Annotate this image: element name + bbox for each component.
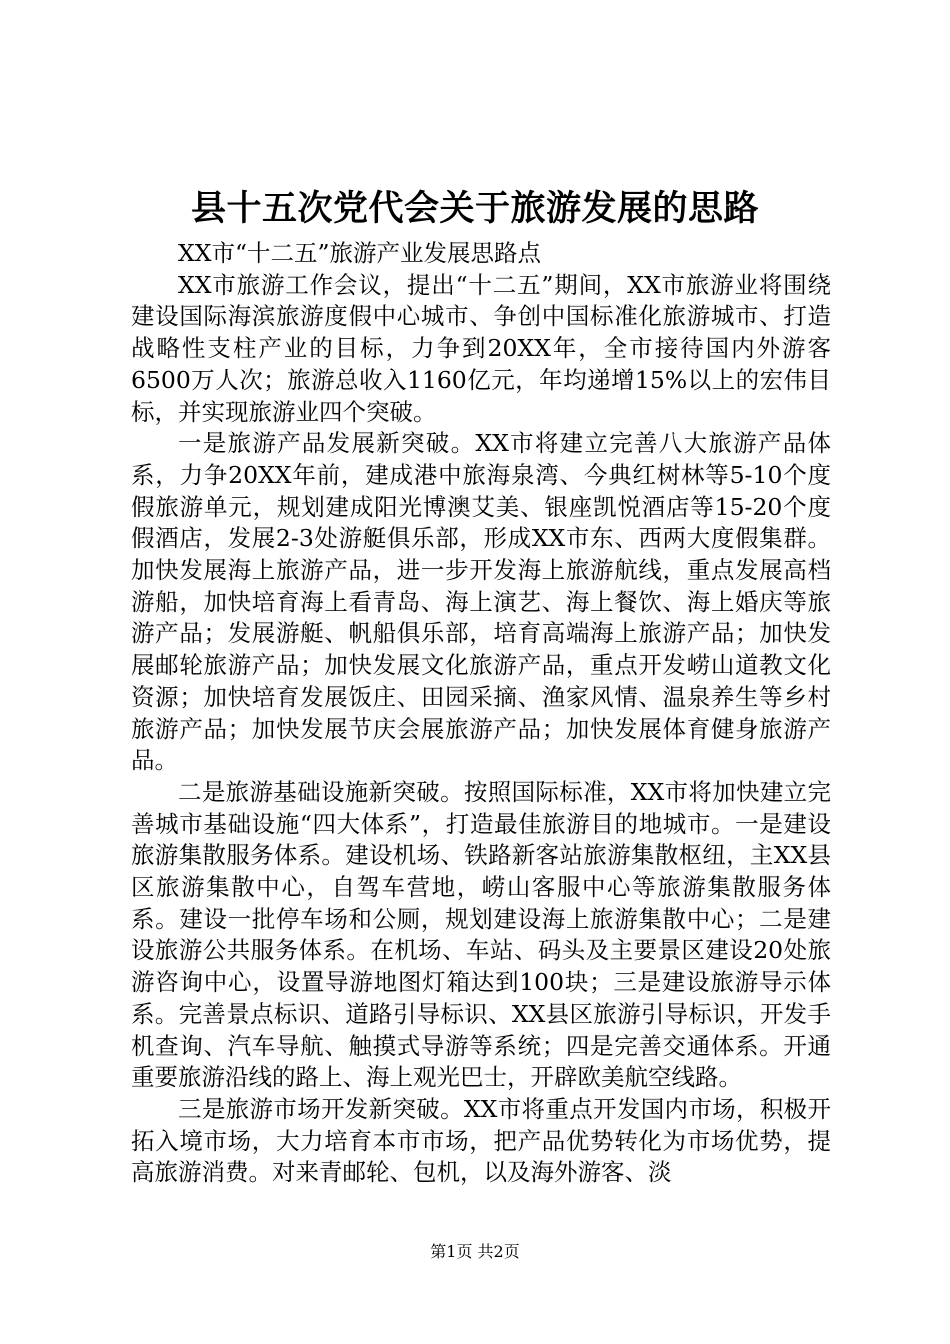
paragraph-infrastructure-breakthrough: 二是旅游基础设施新突破。按照国际标准，XX市将加快建立完善城市基础设施“四大体系”，打造最佳旅游目的地城市。一是建设旅游集散服务体系。建设机场、铁路新客站旅游集散枢纽，主XX县区旅游集散中心，自驾车营地，崂山客服中心等旅游集散服务体系。建设一批停车场和公厕，规划建设海上旅游集散中心；二是建设旅游公共服务体系。在机场、车站、码头及主要景区建设20处旅游咨询中心，设置导游地图灯箱达到100块；三是建设旅游导示体系。完善景点标识、道路引导标识、XX县区旅游引导标识，开发手机查询、汽车导航、触摸式导游等系统；四是完善交通体系。开通重要旅游沿线的路上、海上观光巴士，开辟欧美航空线路。 [131, 777, 831, 1092]
paragraph-market-breakthrough: 三是旅游市场开发新突破。XX市将重点开发国内市场，积极开拓入境市场，大力培育本市市场，把产品优势转化为市场优势，提高旅游消费。对来青邮轮、包机，以及海外游客、淡 [131, 1094, 831, 1187]
document-body [131, 238, 831, 1189]
paragraph-product-breakthrough: 一是旅游产品发展新突破。XX市将建立完善八大旅游产品体系，力争20XX年前，建成港中旅海泉湾、今典红树林等5-10个度假旅游单元，规划建成阳光博澳艾美、银座凯悦酒店等15-20个度假酒店，发展2-3处游艇俱乐部，形成XX市东、西两大度假集群。加快发展海上旅游产品，进一步开发海上旅游航线，重点发展高档游船，加快培育海上看青岛、海上演艺、海上餐饮、海上婚庆等旅游产品；发展游艇、帆船俱乐部，培育高端海上旅游产品；加快发展邮轮旅游产品；加快发展文化旅游产品，重点开发崂山道教文化资源；加快培育发展饭庄、田园采摘、渔家风情、温泉养生等乡村旅游产品；加快发展节庆会展旅游产品；加快发展体育健身旅游产品。 [131, 429, 831, 775]
page-number: 第1页 共2页 [430, 1242, 520, 1261]
paragraph-subtitle: XX市“十二五”旅游产业发展思路点 [178, 239, 541, 267]
paragraph-intro: XX市旅游工作会议，提出“十二五”期间，XX市旅游业将围绕建设国际海滨旅游度假中心城市、争创中国标准化旅游城市、打造战略性支柱产业的目标，力争到20XX年，全市接待国内外游客6500万人次；旅游总收入1160亿元，年均递增15%以上的宏伟目标，并实现旅游业四个突破。 [131, 270, 831, 426]
document-title: 县十五次党代会关于旅游发展的思路 [190, 188, 759, 229]
